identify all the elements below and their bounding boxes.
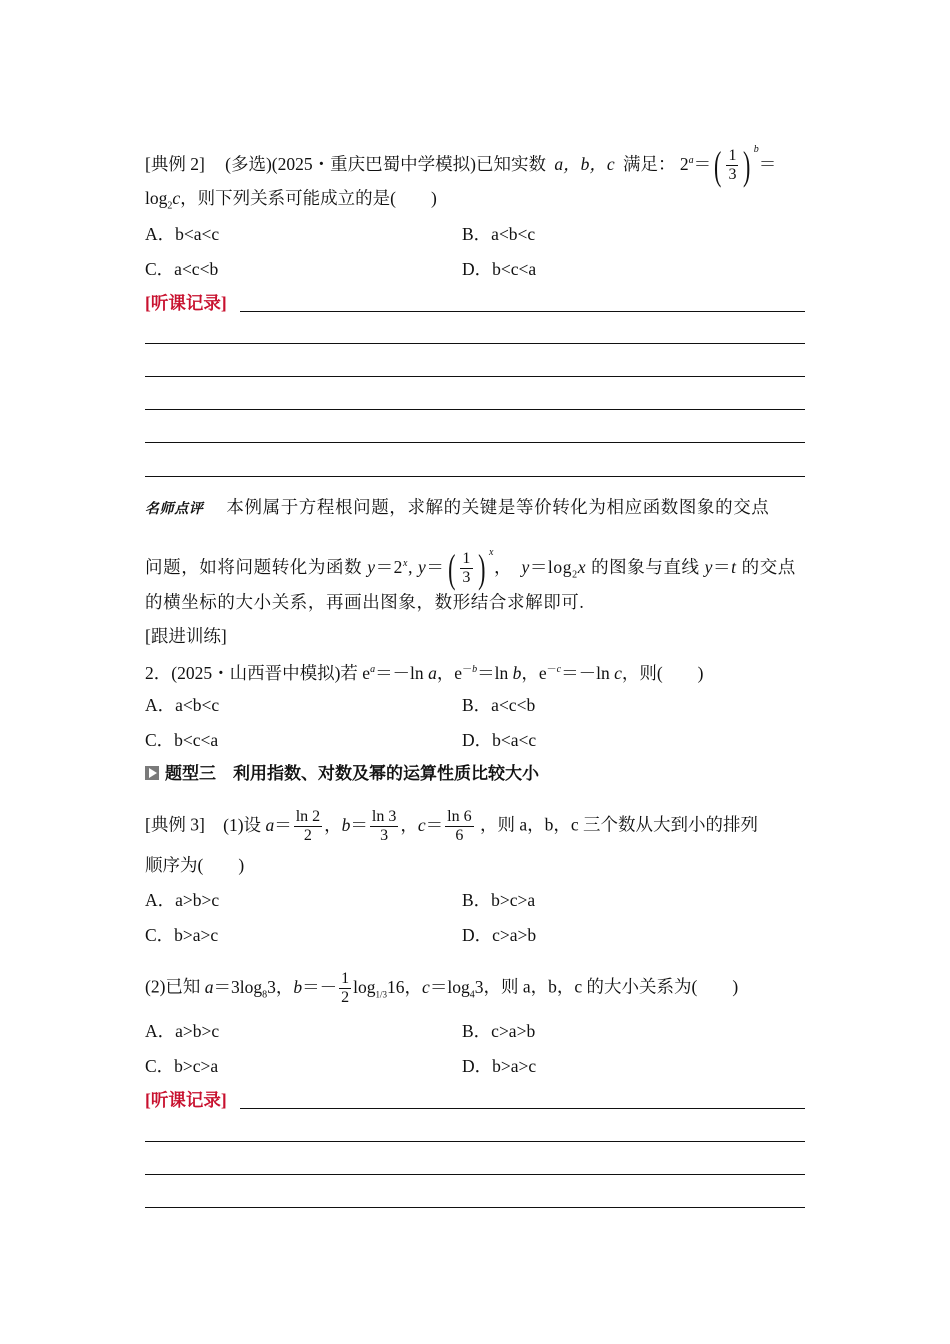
teacher-comment-formula: $y=2^x$, y＝( $\frac{1}{3}$ ) $^x$， $y=\log_2x$ bbox=[367, 545, 587, 591]
example-3-p1-line-2: 顺序为( ) bbox=[145, 855, 245, 875]
notes-rule bbox=[145, 1141, 805, 1142]
section-3-title: 题型三 利用指数、对数及幂的运算性质比较大小 bbox=[165, 764, 539, 784]
notes-rule bbox=[145, 1174, 805, 1175]
example-2-vars: a，b，c bbox=[554, 154, 615, 174]
teacher-comment-label: 名师点评 bbox=[145, 501, 204, 517]
section-3-heading bbox=[145, 763, 539, 785]
teacher-comment-text-2b: 的图象与直线 bbox=[591, 557, 700, 577]
example-2-option-a: A．b<a<c bbox=[145, 224, 220, 244]
teacher-comment-text-1: 本例属于方程根问题，求解的关键是等价转化为相应函数图象的交点 bbox=[226, 497, 770, 517]
example-2-log: $\log_2c$ bbox=[145, 188, 181, 212]
example-2-option-b: B．a<b<c bbox=[462, 224, 536, 244]
notes-rule bbox=[145, 442, 805, 443]
notes-rule bbox=[145, 409, 805, 410]
example-3-p2-option-b: B．c>a>b bbox=[462, 1021, 536, 1041]
notes-rule bbox=[145, 476, 805, 477]
teacher-comment-line-1 bbox=[145, 496, 769, 520]
example-3-p2-option-d: D．b>a>c bbox=[462, 1056, 537, 1076]
example-3-p1-option-a: A．a>b>c bbox=[145, 890, 220, 910]
example-3-p2-stem: (2)已知 bbox=[145, 976, 201, 997]
notes-label-2: [听课记录] bbox=[145, 1090, 227, 1110]
example-3-p2-option-c: C．b>c>a bbox=[145, 1056, 219, 1076]
teacher-comment-line-2: 问题，如将问题转化为函数 $y=2^x$, y＝( $\frac{1}{3}$ ) $^x$， $y=\log_2x$ 的图象与直线 y＝t 的交点 bbox=[145, 545, 796, 591]
practice-q2-tail: ，则( ) bbox=[621, 662, 704, 683]
teacher-comment-text-2c: 的交点 bbox=[741, 557, 796, 577]
play-triangle-icon bbox=[145, 766, 159, 780]
example-2-line-2 bbox=[145, 187, 437, 218]
example-2-option-d: D．b<c<a bbox=[462, 259, 537, 279]
practice-option-b: B．a<c<b bbox=[462, 695, 536, 715]
example-3-p1-formula: a＝ $\frac{\ln 2}{2}$ ，b＝ $\frac{\ln 3}{3}$ ，c＝ $\frac{\ln 6}{6}$ bbox=[265, 808, 472, 844]
notes-rule bbox=[240, 311, 805, 312]
practice-title: [跟进训练] bbox=[145, 626, 227, 646]
example-2-tag: [典例 2] bbox=[145, 154, 205, 174]
practice-q2-stem: 2．(2025・山西晋中模拟)若 bbox=[145, 662, 358, 683]
example-2-intro: (多选)(2025・重庆巴蜀中学模拟)已知实数 bbox=[225, 154, 546, 174]
example-3-part-2 bbox=[145, 970, 738, 1007]
example-3-p2-tail: ，则 a，b，c 的大小关系为( ) bbox=[483, 976, 739, 997]
practice-option-d: D．b<a<c bbox=[462, 730, 537, 750]
example-2-equation: $2^a=$( $\frac{1}{3}$ ) $^b$＝ bbox=[679, 142, 777, 188]
example-3-tag: [典例 3] bbox=[145, 814, 205, 835]
example-2-option-c: C．a<c<b bbox=[145, 259, 219, 279]
example-3-p1-tail: ，则 a，b，c 三个数从大到小的排列 bbox=[479, 814, 758, 835]
practice-option-a: A．a<b<c bbox=[145, 695, 220, 715]
example-3-p1-option-d: D．c>a>b bbox=[462, 925, 537, 945]
example-3-p2-formula: $a=3\log_83$，b＝－ $\frac{1}{2}$ $\log_{1/3}16$，$c=\log_43$ bbox=[204, 970, 484, 1006]
example-3-p1-option-c: C．b>a>c bbox=[145, 925, 219, 945]
example-2-question: ，则下列关系可能成立的是( ) bbox=[180, 188, 437, 208]
practice-option-c: C．b<c<a bbox=[145, 730, 219, 750]
practice-q2-equations: $e^a=-\ln$ a，$e^{-b}=\ln$ b，$e^{-c}=-\ln$ c bbox=[362, 662, 622, 683]
practice-question-2 bbox=[145, 659, 704, 684]
notes-rule bbox=[145, 376, 805, 377]
example-3-part-1 bbox=[145, 808, 758, 845]
teacher-comment-text-2a: 问题，如将问题转化为函数 bbox=[145, 557, 363, 577]
notes-rule bbox=[145, 1207, 805, 1208]
notes-rule bbox=[240, 1108, 805, 1109]
notes-rule bbox=[145, 343, 805, 344]
example-2-line-1 bbox=[145, 139, 776, 186]
example-3-p1-option-b: B．b>c>a bbox=[462, 890, 536, 910]
teacher-comment-line-3: 的横坐标的大小关系，再画出图象，数形结合求解即可. bbox=[145, 592, 585, 612]
example-3-p2-option-a: A．a>b>c bbox=[145, 1021, 220, 1041]
notes-label-1: [听课记录] bbox=[145, 293, 227, 313]
example-3-p1-stem: (1)设 bbox=[223, 814, 262, 835]
example-2-cond: 满足： bbox=[623, 154, 676, 174]
